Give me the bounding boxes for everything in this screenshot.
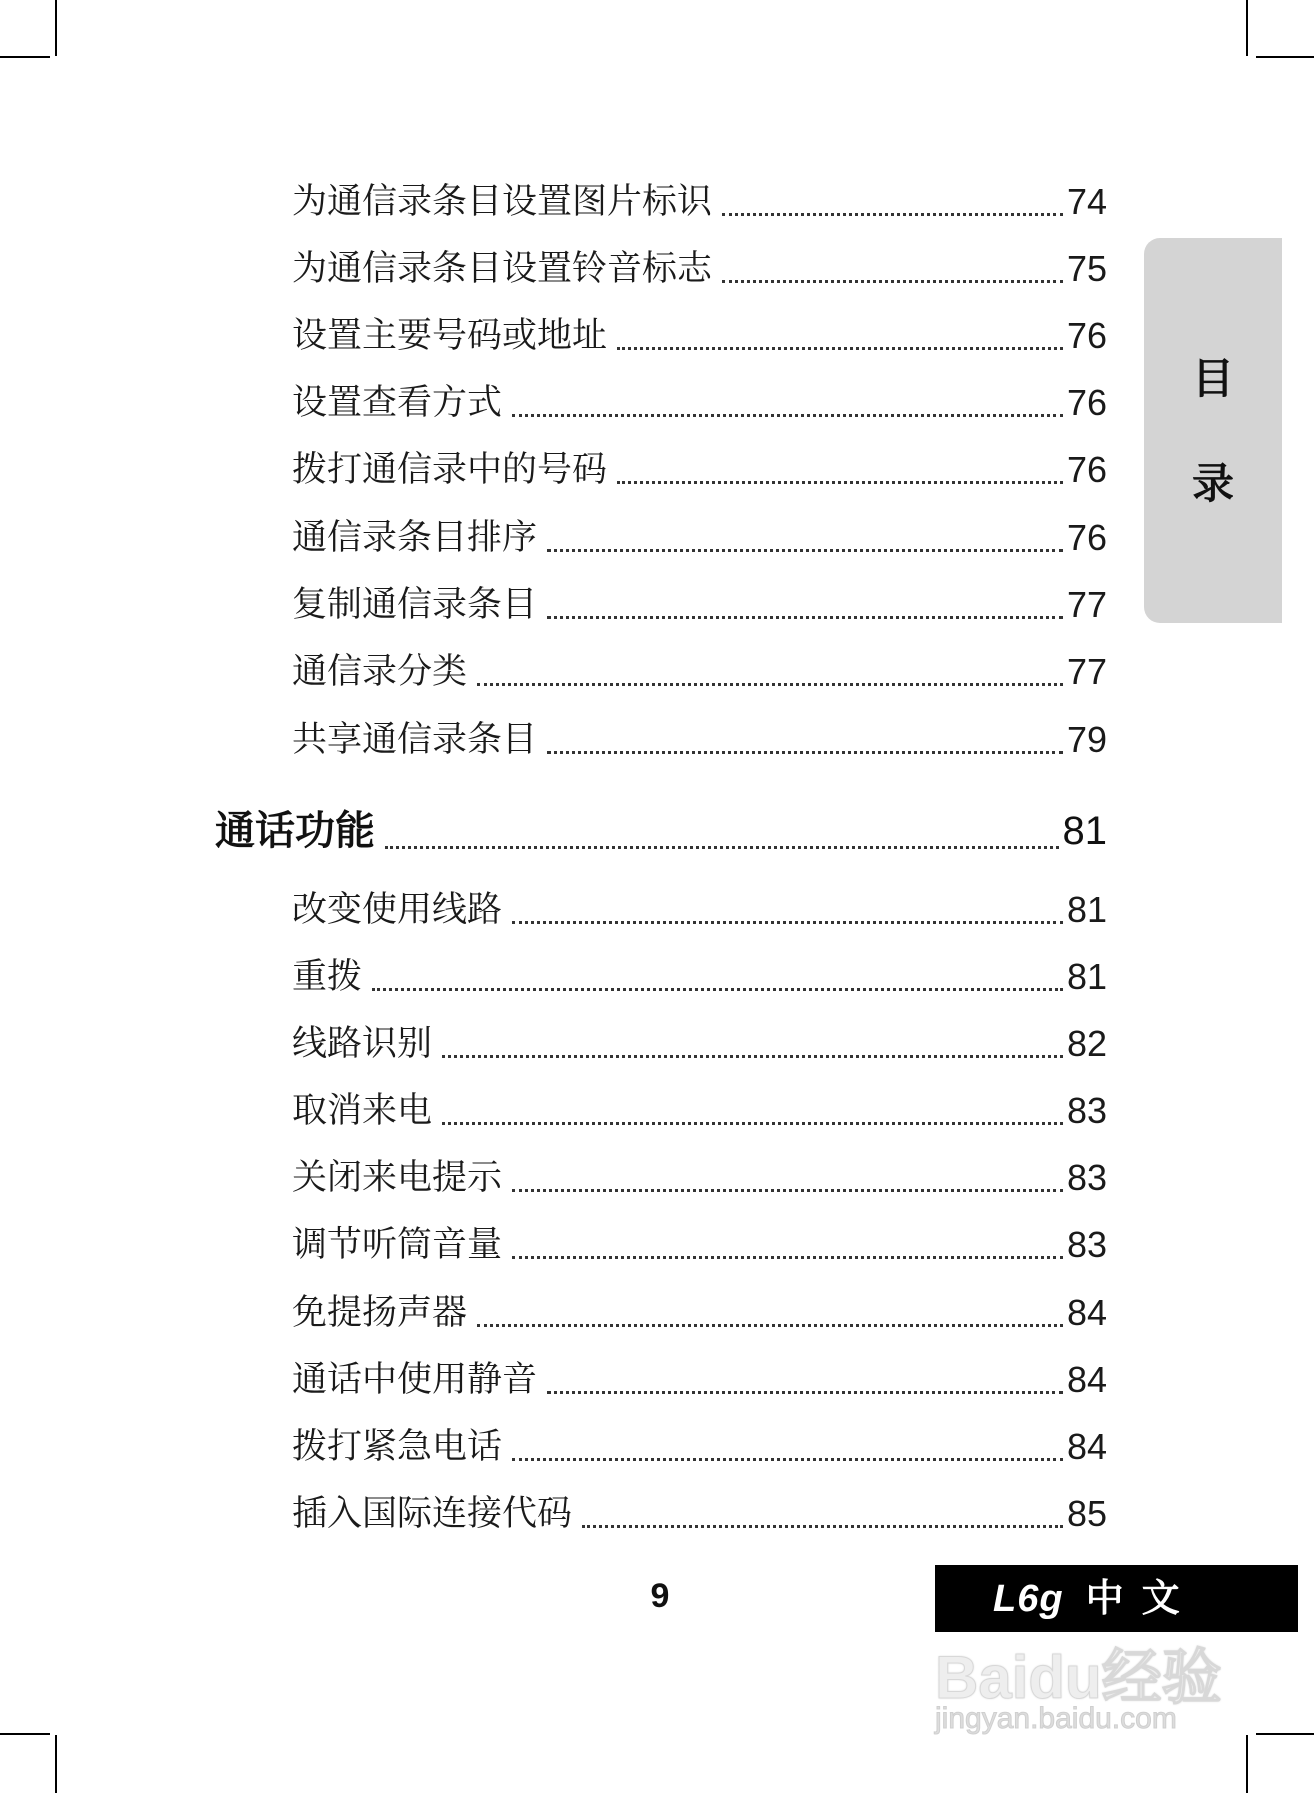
- dot-leader: [547, 751, 1063, 754]
- dot-leader: [722, 280, 1063, 283]
- toc-entry[interactable]: [292, 178, 1107, 226]
- toc-entry-page: 77: [1066, 651, 1107, 692]
- side-tab-char: 录: [1191, 459, 1234, 508]
- toc-entry-title: 设置主要号码或地址: [292, 316, 608, 356]
- toc-entry-title: 拨打通信录中的号码: [292, 450, 608, 490]
- toc-entry-title: 免提扬声器: [292, 1293, 468, 1333]
- toc-entry[interactable]: [292, 648, 1107, 696]
- toc-entry[interactable]: [292, 1221, 1107, 1269]
- toc-entry-page: 75: [1066, 248, 1107, 289]
- toc-section-title: 通话功能: [215, 808, 375, 854]
- dot-leader: [547, 616, 1063, 619]
- toc-entry-title: 通话中使用静音: [292, 1360, 538, 1400]
- side-tab-contents: [1144, 238, 1282, 623]
- toc-entry[interactable]: [292, 1356, 1107, 1404]
- toc-entry-title: 共享通信录条目: [292, 720, 538, 760]
- model-language-banner: [935, 1565, 1298, 1632]
- dot-leader: [617, 347, 1063, 350]
- toc-entry-title: 复制通信录条目: [292, 585, 538, 625]
- dot-leader: [512, 1189, 1063, 1192]
- dot-leader: [372, 988, 1063, 991]
- toc-entry-page: 76: [1066, 517, 1107, 558]
- toc-entry[interactable]: [292, 1423, 1107, 1471]
- toc-entry-title: 拨打紧急电话: [292, 1427, 503, 1467]
- toc-entry[interactable]: [292, 245, 1107, 293]
- toc-entry-title: 通信录分类: [292, 652, 468, 692]
- toc-entry-page: 76: [1066, 449, 1107, 490]
- dot-leader: [442, 1055, 1063, 1058]
- toc-entry-page: 79: [1066, 719, 1107, 760]
- watermark-url: jingyan.baidu.com: [935, 1702, 1177, 1735]
- toc-entry-page: 76: [1066, 382, 1107, 423]
- toc-entry-title: 插入国际连接代码: [292, 1494, 573, 1534]
- toc-entry-title: 通信录条目排序: [292, 518, 538, 558]
- dot-leader: [547, 549, 1063, 552]
- dot-leader: [477, 1324, 1063, 1327]
- toc-entry-title: 改变使用线路: [292, 890, 503, 930]
- toc-entry[interactable]: [292, 1020, 1107, 1068]
- toc-entry[interactable]: [292, 1490, 1107, 1538]
- toc-entry-title: 重拨: [292, 957, 363, 997]
- toc-entry[interactable]: [292, 446, 1107, 494]
- toc-entry-page: 82: [1066, 1023, 1107, 1064]
- dot-leader: [512, 921, 1063, 924]
- toc-entry-title: 关闭来电提示: [292, 1158, 503, 1198]
- toc-entry-title: 线路识别: [292, 1024, 433, 1064]
- toc-entry-page: 77: [1066, 584, 1107, 625]
- toc-entry[interactable]: [292, 581, 1107, 629]
- dot-leader: [477, 683, 1063, 686]
- toc-entry[interactable]: [292, 514, 1107, 562]
- toc-entry-page: 81: [1066, 956, 1107, 997]
- toc-entry-title: 取消来电: [292, 1091, 433, 1131]
- toc-section-page: 81: [1062, 809, 1107, 853]
- baidu-watermark: [935, 1630, 1235, 1740]
- toc-section-heading[interactable]: [215, 803, 1107, 859]
- side-tab-char: 目: [1191, 354, 1234, 403]
- toc-entry-page: 74: [1066, 181, 1107, 222]
- language-label: 中文: [1085, 1576, 1198, 1620]
- toc-entry[interactable]: [292, 886, 1107, 934]
- page-number: 9: [650, 1577, 670, 1615]
- toc-entry-title: 为通信录条目设置图片标识: [292, 182, 713, 222]
- dot-leader: [385, 846, 1059, 849]
- toc-entry[interactable]: [292, 312, 1107, 360]
- model-name: L6g: [993, 1578, 1064, 1620]
- watermark-logo: Baidu经验: [935, 1644, 1222, 1711]
- toc-entry-title: 调节听筒音量: [292, 1225, 503, 1265]
- toc-entry-page: 81: [1066, 889, 1107, 930]
- toc-entry-page: 84: [1066, 1426, 1107, 1467]
- dot-leader: [547, 1391, 1063, 1394]
- toc-entry[interactable]: [292, 953, 1107, 1001]
- dot-leader: [582, 1525, 1063, 1528]
- toc-entry-page: 84: [1066, 1359, 1107, 1400]
- dot-leader: [512, 414, 1063, 417]
- dot-leader: [512, 1458, 1063, 1461]
- toc-entry-title: 设置查看方式: [292, 383, 503, 423]
- toc-entry-page: 84: [1066, 1292, 1107, 1333]
- toc-entry[interactable]: [292, 716, 1107, 764]
- toc-entry[interactable]: [292, 1154, 1107, 1202]
- toc-entry-title: 为通信录条目设置铃音标志: [292, 249, 713, 289]
- dot-leader: [722, 213, 1063, 216]
- toc-entry[interactable]: [292, 379, 1107, 427]
- toc-entry-page: 83: [1066, 1224, 1107, 1265]
- toc-entry-page: 85: [1066, 1493, 1107, 1534]
- dot-leader: [617, 481, 1063, 484]
- toc-entry-page: 76: [1066, 315, 1107, 356]
- toc-entry[interactable]: [292, 1289, 1107, 1337]
- toc-entry-page: 83: [1066, 1090, 1107, 1131]
- toc-entry-page: 83: [1066, 1157, 1107, 1198]
- dot-leader: [512, 1256, 1063, 1259]
- toc-entry[interactable]: [292, 1087, 1107, 1135]
- dot-leader: [442, 1122, 1063, 1125]
